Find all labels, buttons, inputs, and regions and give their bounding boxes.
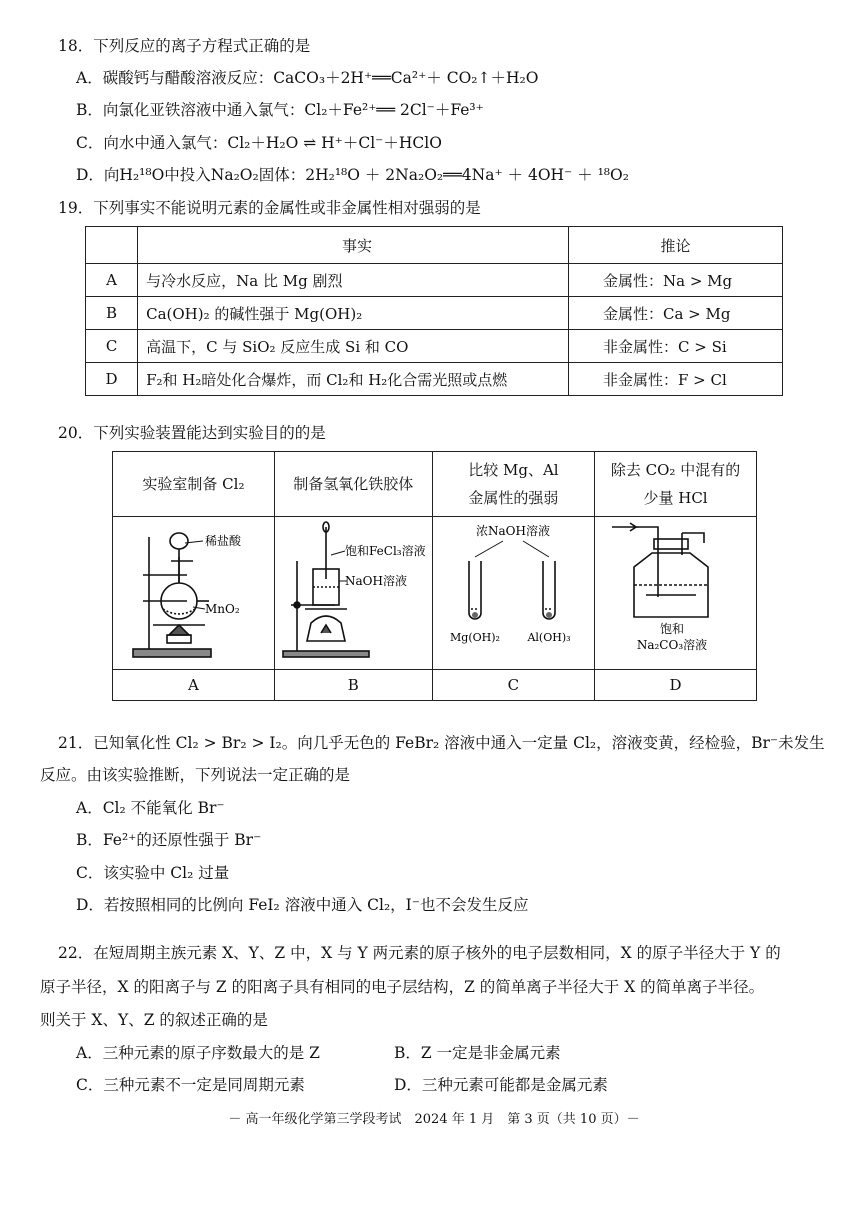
q22-line-2: 原子半径，X 的阳离子与 Z 的阳离子具有相同的电子层结构，Z 的简单离子半径大于 X 的简单离子半径。 — [40, 978, 765, 996]
chlorine-apparatus-figure — [113, 517, 273, 665]
test-tubes-figure — [433, 517, 593, 665]
q21-option-d: D．若按照相同的比例向 FeI₂ 溶液中通入 Cl₂，I⁻也不会发生反应 — [76, 896, 529, 914]
fig-b-bottom-label: NaOH溶液 — [345, 574, 408, 588]
fig-a-acid-label: 稀盐酸 — [205, 534, 242, 548]
q21-option-b: B．Fe²⁺的还原性强于 Br⁻ — [76, 831, 262, 849]
table-row — [86, 363, 783, 396]
q19-row-fact: Ca(OH)₂ 的碱性强于 Mg(OH)₂ — [138, 297, 569, 330]
q20-label-b: B — [274, 670, 432, 701]
fig-c-left-label: Mg(OH)₂ — [450, 631, 501, 644]
q20-figure-c — [432, 517, 594, 670]
q20-figure-d — [595, 517, 757, 670]
q19-row-inference: 非金属性：C > Si — [568, 330, 782, 363]
q20-table — [112, 451, 757, 701]
q20-header-a: 实验室制备 Cl₂ — [113, 452, 275, 517]
q20-label-a: A — [113, 670, 275, 701]
q19-header-fact: 事实 — [138, 227, 569, 264]
q21-option-c: C．该实验中 Cl₂ 过量 — [76, 864, 230, 882]
table-row — [86, 330, 783, 363]
q19-header-blank — [86, 227, 138, 264]
page-footer: － 高一年级化学第三学段考试 2024 年 1 月 第 3 页（共 10 页）－ — [228, 1112, 640, 1127]
q18-option-c: C．向水中通入氯气：Cl₂＋H₂O ⇌ H⁺＋Cl⁻＋HClO — [76, 134, 442, 152]
table-row — [86, 264, 783, 297]
q19-row-fact: 高温下，C 与 SiO₂ 反应生成 Si 和 CO — [138, 330, 569, 363]
q18-option-a: A．碳酸钙与醋酸溶液反应：CaCO₃＋2H⁺══Ca²⁺＋ CO₂↑＋H₂O — [76, 69, 539, 87]
fig-b-top-label: 饱和FeCl₃溶液 — [345, 544, 426, 558]
q20-stem: 20．下列实验装置能达到实验目的的是 — [58, 424, 326, 442]
q20-figure-a — [113, 517, 275, 670]
q20-header-d — [595, 452, 757, 517]
q18-option-d: D．向H₂¹⁸O中投入Na₂O₂固体：2H₂¹⁸O ＋ 2Na₂O₂══4Na⁺ ＋ 4OH⁻ ＋ ¹⁸O₂ — [76, 166, 629, 184]
q19-header-inference: 推论 — [568, 227, 782, 264]
colloid-apparatus-figure — [275, 517, 431, 665]
q19-row-label: B — [86, 297, 138, 330]
q20-header-d-line2: 少量 HCl — [643, 489, 708, 507]
fig-a-solid-label: MnO₂ — [205, 602, 241, 616]
q22-line-3: 则关于 X、Y、Z 的叙述正确的是 — [40, 1011, 268, 1029]
q19-row-fact: F₂和 H₂暗处化合爆炸，而 Cl₂和 H₂化合需光照或点燃 — [138, 363, 569, 396]
fig-d-label-2: Na₂CO₃溶液 — [636, 638, 707, 652]
q20-label-d: D — [595, 670, 757, 701]
fig-d-label-1: 饱和 — [659, 622, 684, 636]
fig-c-top-label: 浓NaOH溶液 — [476, 524, 551, 538]
q20-header-d-line1: 除去 CO₂ 中混有的 — [610, 461, 741, 479]
q21-option-a: A．Cl₂ 不能氧化 Br⁻ — [76, 799, 225, 817]
q22-line-1: 22．在短周期主族元素 X、Y、Z 中，X 与 Y 两元素的原子核外的电子层数相同，X 的原子半径大于 Y 的 — [58, 944, 781, 962]
q20-header-c-line1: 比较 Mg、Al — [468, 461, 559, 479]
q19-row-label: D — [86, 363, 138, 396]
q19-row-label: C — [86, 330, 138, 363]
gas-washing-bottle-figure — [596, 517, 756, 665]
q22-option-b: B．Z 一定是非金属元素 — [394, 1044, 561, 1062]
q18-option-b: B．向氯化亚铁溶液中通入氯气：Cl₂＋Fe²⁺══ 2Cl⁻＋Fe³⁺ — [76, 101, 484, 119]
q20-header-c-line2: 金属性的强弱 — [468, 489, 559, 507]
q21-line-1: 21．已知氧化性 Cl₂ > Br₂ > I₂。向几乎无色的 FeBr₂ 溶液中通入一定量 Cl₂，溶液变黄，经检验，Br⁻未发生 — [58, 734, 825, 752]
q20-header-c — [432, 452, 594, 517]
q19-table — [85, 226, 783, 396]
q19-row-label: A — [86, 264, 138, 297]
q21-line-2: 反应。由该实验推断，下列说法一定正确的是 — [40, 766, 351, 784]
q22-option-a: A．三种元素的原子序数最大的是 Z — [76, 1044, 320, 1062]
fig-c-right-label: Al(OH)₃ — [527, 631, 571, 644]
q20-figure-b — [274, 517, 432, 670]
q20-label-c: C — [432, 670, 594, 701]
q18-stem: 18．下列反应的离子方程式正确的是 — [58, 37, 311, 55]
table-row — [86, 297, 783, 330]
q22-option-d: D．三种元素可能都是金属元素 — [394, 1076, 608, 1094]
q19-row-fact: 与冷水反应，Na 比 Mg 剧烈 — [138, 264, 569, 297]
q19-row-inference: 金属性：Na > Mg — [568, 264, 782, 297]
q19-row-inference: 非金属性：F > Cl — [568, 363, 782, 396]
q20-header-b: 制备氢氧化铁胶体 — [274, 452, 432, 517]
q22-option-c: C．三种元素不一定是同周期元素 — [76, 1076, 305, 1094]
q19-stem: 19．下列事实不能说明元素的金属性或非金属性相对强弱的是 — [58, 199, 481, 217]
q19-row-inference: 金属性：Ca > Mg — [568, 297, 782, 330]
